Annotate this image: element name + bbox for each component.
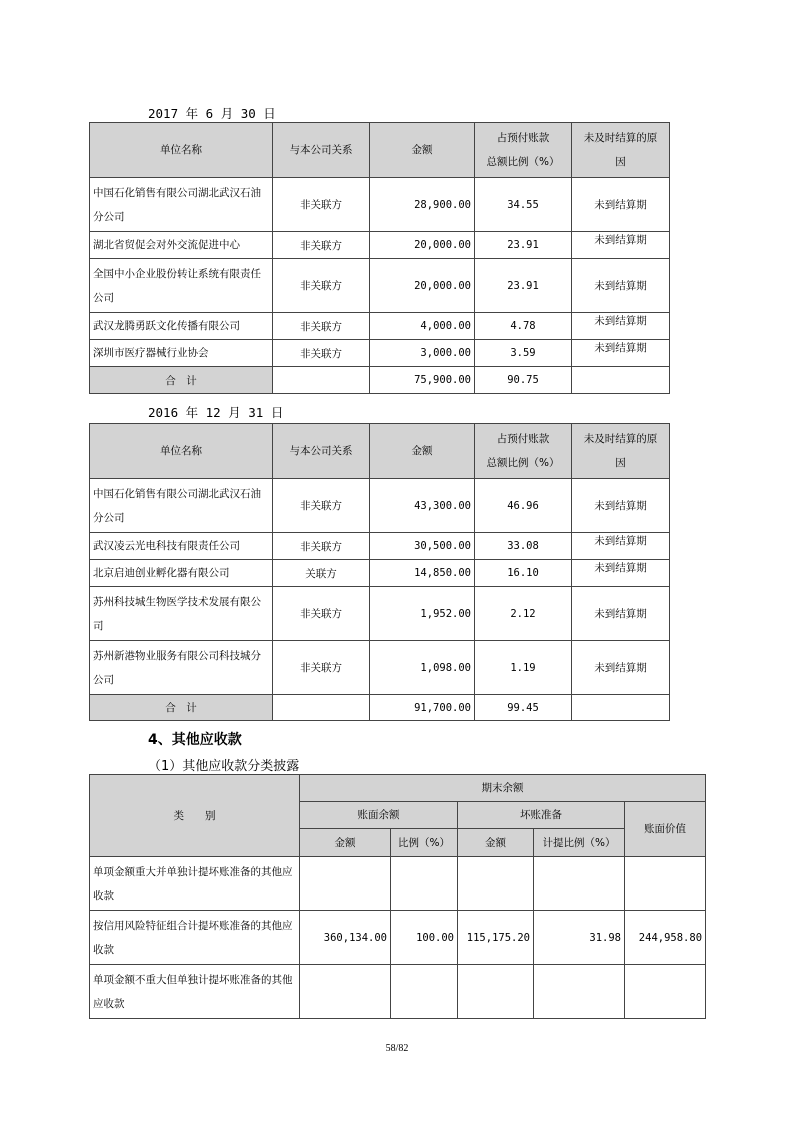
header-period-end: 期末余额 [300,775,706,802]
header-reason: 未及时结算的原 因 [572,424,670,479]
header-amount: 金额 [300,829,391,857]
cell-ratio: 23.91 [475,259,572,313]
table-row [90,857,706,911]
cell-book-value [625,857,706,911]
cell-amount [300,965,391,1019]
cell-ratio [391,857,458,911]
cell-name: 北京启迪创业孵化器有限公司 [90,560,273,587]
other-receivables-table [89,774,706,1019]
cell-bd-amount: 115,175.20 [458,911,534,965]
total-label: 合 计 [90,367,273,394]
cell-provision-ratio [534,857,625,911]
cell-category: 单项金额不重大但单独计提坏账准备的其他应收款 [90,965,300,1019]
cell-name: 武汉龙腾勇跃文化传播有限公司 [90,313,273,340]
cell-amount: 1,098.00 [370,641,475,695]
cell-amount: 30,500.00 [370,533,475,560]
header-provision-ratio: 计提比例（%） [534,829,625,857]
table-row [90,641,670,695]
cell-name: 苏州科技城生物医学技术发展有限公司 [90,587,273,641]
cell-relation: 非关联方 [273,641,370,695]
total-label: 合 计 [90,695,273,721]
cell-book-value: 244,958.80 [625,911,706,965]
total-ratio: 90.75 [475,367,572,394]
cell-reason: 未到结算期 [572,340,670,367]
cell-ratio [391,965,458,1019]
cell-bd-amount [458,857,534,911]
cell-name: 苏州新港物业服务有限公司科技城分公司 [90,641,273,695]
cell-amount: 360,134.00 [300,911,391,965]
total-empty [572,695,670,721]
cell-ratio: 100.00 [391,911,458,965]
table-row [90,911,706,965]
table2-date: 2016 年 12 月 31 日 [148,405,284,420]
total-empty [572,367,670,394]
header-relation: 与本公司关系 [273,123,370,178]
header-relation: 与本公司关系 [273,424,370,479]
total-row [90,367,670,394]
table-row [90,533,670,560]
cell-name: 中国石化销售有限公司湖北武汉石油分公司 [90,479,273,533]
cell-bd-amount [458,965,534,1019]
cell-name: 武汉凌云光电科技有限责任公司 [90,533,273,560]
cell-relation: 非关联方 [273,587,370,641]
header-ratio: 占预付账款 总额比例（%） [475,424,572,479]
table-row [90,178,670,232]
header-category: 类 别 [90,775,300,857]
header-book-balance: 账面余额 [300,802,458,829]
cell-relation: 非关联方 [273,178,370,232]
cell-relation: 非关联方 [273,479,370,533]
cell-ratio: 23.91 [475,232,572,259]
cell-amount: 43,300.00 [370,479,475,533]
cell-reason: 未到结算期 [572,313,670,340]
cell-relation: 非关联方 [273,313,370,340]
table-row [90,259,670,313]
cell-relation: 非关联方 [273,533,370,560]
cell-amount: 4,000.00 [370,313,475,340]
prepayment-table-2016 [89,423,670,721]
header-ratio: 比例（%） [391,829,458,857]
header-name: 单位名称 [90,123,273,178]
table-row [90,560,670,587]
table-row [90,587,670,641]
table1-date: 2017 年 6 月 30 日 [148,106,276,121]
cell-name: 中国石化销售有限公司湖北武汉石油分公司 [90,178,273,232]
page-number: 58/82 [385,1043,409,1054]
cell-reason: 未到结算期 [572,560,670,587]
cell-amount: 14,850.00 [370,560,475,587]
header-bd-amount: 金额 [458,829,534,857]
cell-category: 按信用风险特征组合计提坏账准备的其他应收款 [90,911,300,965]
total-row [90,695,670,721]
cell-amount [300,857,391,911]
cell-amount: 20,000.00 [370,232,475,259]
cell-category: 单项金额重大并单独计提坏账准备的其他应收款 [90,857,300,911]
cell-ratio: 33.08 [475,533,572,560]
header-amount: 金额 [370,123,475,178]
cell-relation: 非关联方 [273,340,370,367]
cell-reason: 未到结算期 [572,259,670,313]
cell-reason: 未到结算期 [572,533,670,560]
section-heading: 4、其他应收款 [148,732,242,748]
header-name: 单位名称 [90,424,273,479]
cell-reason: 未到结算期 [572,479,670,533]
cell-provision-ratio [534,965,625,1019]
header-amount: 金额 [370,424,475,479]
cell-ratio: 1.19 [475,641,572,695]
cell-ratio: 34.55 [475,178,572,232]
cell-name: 湖北省贸促会对外交流促进中心 [90,232,273,259]
cell-amount: 28,900.00 [370,178,475,232]
cell-amount: 1,952.00 [370,587,475,641]
cell-ratio: 4.78 [475,313,572,340]
table-row [90,232,670,259]
header-book-value: 账面价值 [625,802,706,857]
cell-reason: 未到结算期 [572,178,670,232]
total-amount: 75,900.00 [370,367,475,394]
cell-relation: 非关联方 [273,232,370,259]
cell-ratio: 2.12 [475,587,572,641]
header-bad-debt: 坏账准备 [458,802,625,829]
cell-relation: 非关联方 [273,259,370,313]
header-ratio: 占预付账款 总额比例（%） [475,123,572,178]
table-row [90,479,670,533]
cell-provision-ratio: 31.98 [534,911,625,965]
cell-name: 深圳市医疗器械行业协会 [90,340,273,367]
total-empty [273,367,370,394]
table-row [90,340,670,367]
cell-ratio: 46.96 [475,479,572,533]
cell-ratio: 3.59 [475,340,572,367]
cell-reason: 未到结算期 [572,232,670,259]
cell-relation: 关联方 [273,560,370,587]
cell-amount: 20,000.00 [370,259,475,313]
cell-reason: 未到结算期 [572,641,670,695]
total-amount: 91,700.00 [370,695,475,721]
prepayment-table-2017 [89,122,670,394]
section-subheading: （1）其他应收款分类披露 [148,759,300,774]
cell-amount: 3,000.00 [370,340,475,367]
total-empty [273,695,370,721]
total-ratio: 99.45 [475,695,572,721]
cell-reason: 未到结算期 [572,587,670,641]
table-row [90,313,670,340]
cell-name: 全国中小企业股份转让系统有限责任公司 [90,259,273,313]
table-row [90,965,706,1019]
cell-ratio: 16.10 [475,560,572,587]
cell-book-value [625,965,706,1019]
header-reason: 未及时结算的原 因 [572,123,670,178]
